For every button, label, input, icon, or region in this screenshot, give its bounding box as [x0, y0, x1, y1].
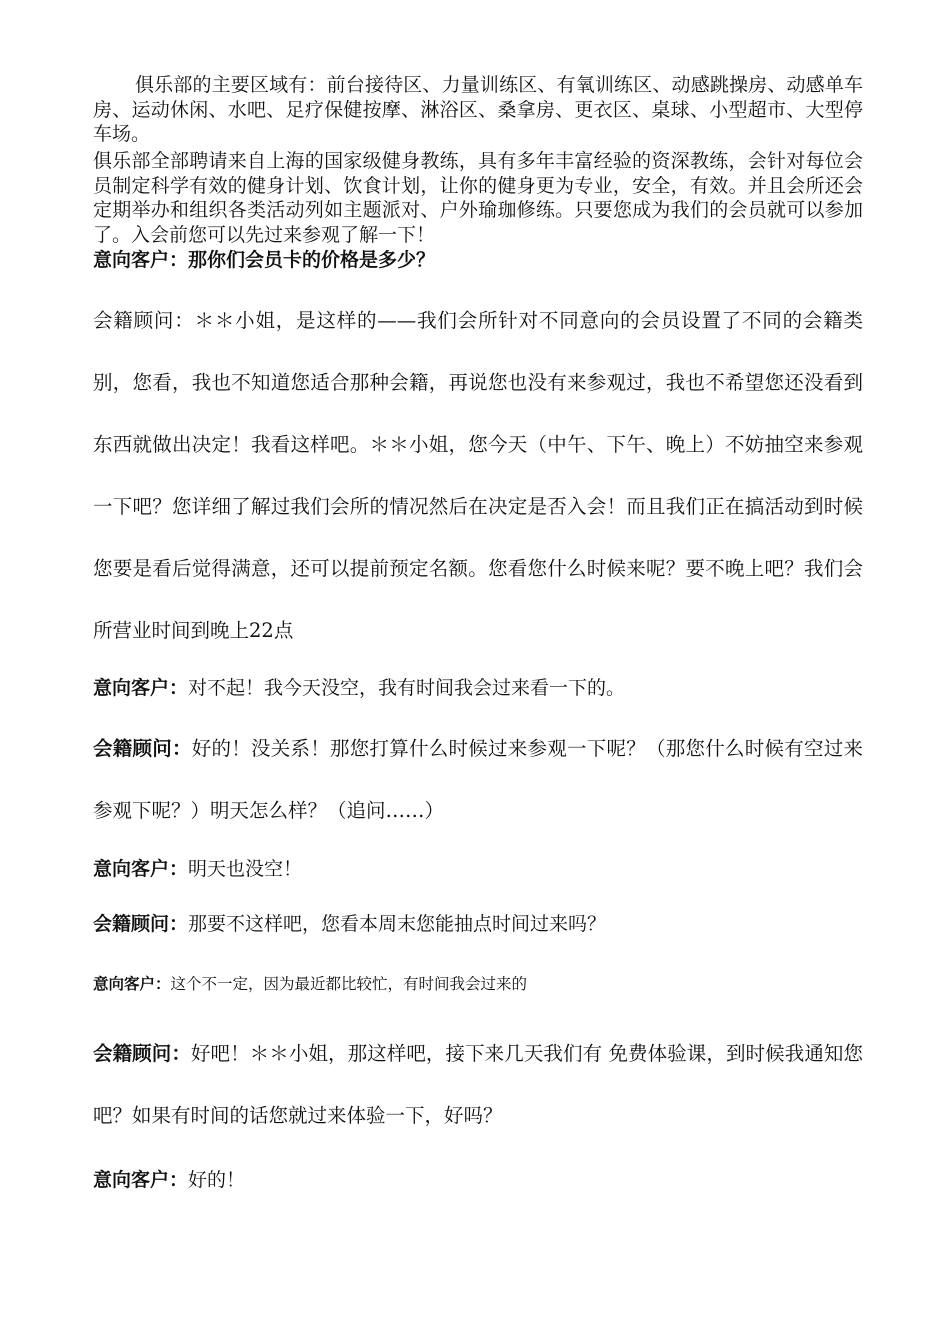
- intro-areas-paragraph: 俱乐部的主要区域有：前台接待区、力量训练区、有氧训练区、动感跳操房、动感单车房、运动休闲、水吧、足疗保健按摩、淋浴区、桑拿房、更衣区、桌球、小型超市、大型停车场。: [93, 74, 863, 145]
- reply-text: 明天也没空！: [188, 858, 303, 880]
- reply-text: 好的！: [188, 1169, 246, 1191]
- consultant-answer-price: 会籍顾问：＊＊小姐，是这样的——我们会所针对不同意向的会员设置了不同的会籍类别，您看，我也不知道您适合那种会籍，再说您也没有来参观过，我也不希望您还没看到东西就做出决定！我看这样吧。＊＊小姐，您今天（中午、下午、晚上）不妨抽空来参观一下吧？您详细了解过我们会所的情况然后在决定是否入会！而且我们正在搞活动到时候您要是看后觉得满意，还可以提前预定名额。您看您什么时候来呢？要不晚上吧？我们会所营业时间到晚上22点: [93, 309, 863, 642]
- speaker-label-client: 意向客户：: [93, 677, 189, 699]
- consultant-answer-weekend: [93, 898, 863, 950]
- consultant-answer-when-visit: [93, 718, 863, 842]
- intro-coaches-paragraph: 俱乐部全部聘请来自上海的国家级健身教练，具有多年丰富经验的资深教练，会针对每位会员制定科学有效的健身计划、饮食计划，让你的健身更为专业，安全，有效。并且会所还会定期举办和组织各类活动列如主题派对、户外瑜珈修练。只要您成为我们的会员就可以参加了。入会前您可以先过来参观了解一下！: [93, 150, 863, 246]
- client-reply-ok: [93, 1160, 863, 1200]
- speaker-label-consultant: 会籍顾问：: [93, 913, 189, 935]
- speaker-label-client: 意向客户：: [93, 974, 171, 993]
- client-reply-no-time-tomorrow: [93, 843, 863, 895]
- speaker-label-consultant: 会籍顾问：: [93, 737, 192, 760]
- speaker-label-client: 意向客户：: [93, 1169, 189, 1191]
- client-question-price: 意向客户：那你们会员卡的价格是多少？: [93, 249, 436, 271]
- consultant-answer-free-trial: [93, 1023, 863, 1147]
- speaker-label-consultant: 会籍顾问：: [93, 1042, 191, 1065]
- reply-text: 对不起！我今天没空，我有时间我会过来看一下的。: [188, 677, 626, 699]
- answer-text: 好的！没关系！那您打算什么时候过来参观一下呢？（那您什么时候有空过来参观下呢？）明天怎么样？（追问……）: [93, 737, 863, 822]
- client-reply-no-time-today: [93, 657, 863, 719]
- reply-text: 这个不一定，因为最近都比较忙，有时间我会过来的: [170, 975, 528, 993]
- speaker-label-client: 意向客户：: [93, 858, 189, 880]
- answer-text: 那要不这样吧，您看本周末您能抽点时间过来吗？: [188, 913, 607, 935]
- answer-text: 好吧！＊＊小姐，那这样吧，接下来几天我们有 免费体验课，到时候我通知您吧？如果有时间的话您就过来体验一下，好吗？: [93, 1042, 863, 1127]
- client-reply-busy: [93, 966, 863, 1002]
